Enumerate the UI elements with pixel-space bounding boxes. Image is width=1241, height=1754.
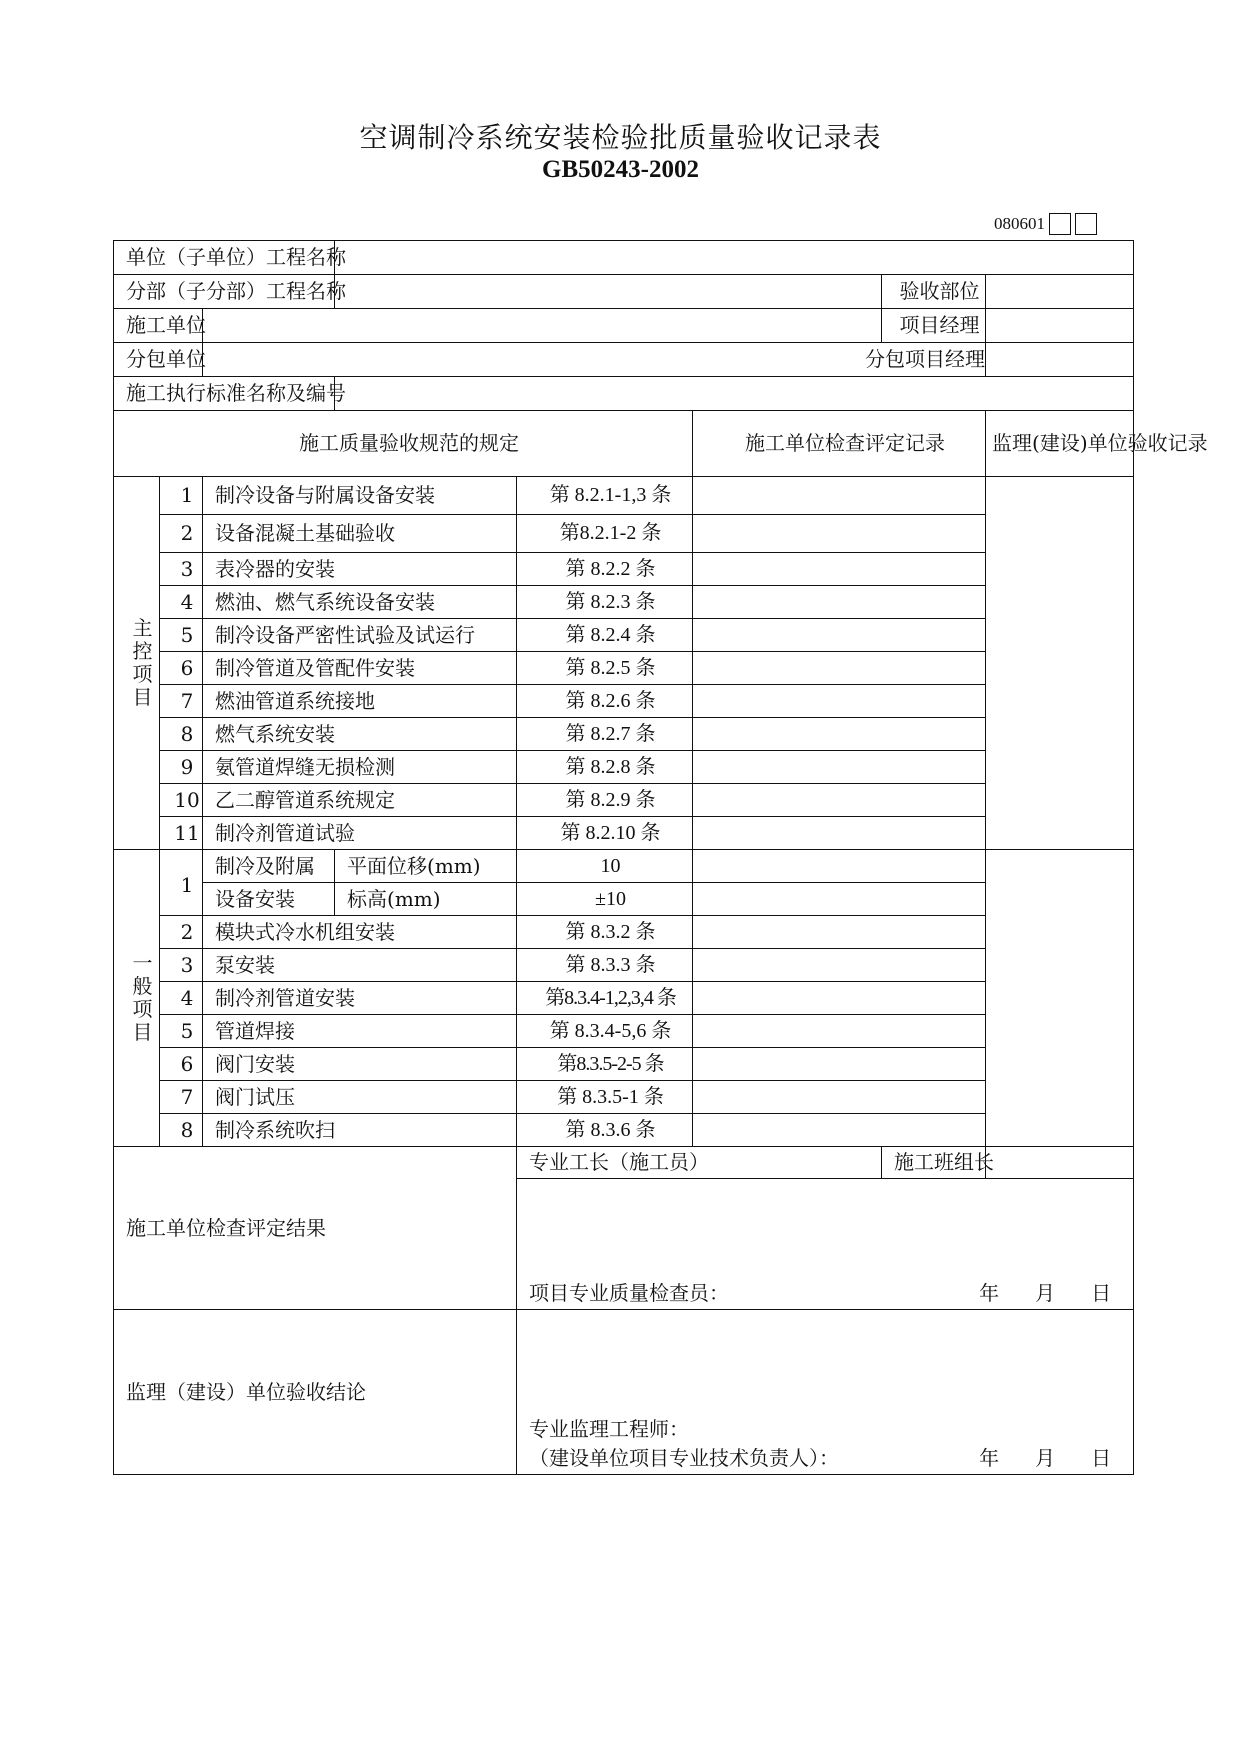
construction-check-cell[interactable] xyxy=(693,553,986,586)
general-row-6 xyxy=(114,1048,1134,1081)
item-clause: 第 8.2.8 条 xyxy=(517,751,693,784)
construction-check-cell[interactable] xyxy=(693,1048,986,1081)
supervision-result-row xyxy=(114,1310,1134,1475)
main-control-row-6 xyxy=(114,652,1134,685)
item-number: 4 xyxy=(160,982,203,1015)
main-control-row-2 xyxy=(114,515,1134,553)
standard-name-field[interactable] xyxy=(335,377,1134,411)
item-clause: 第8.2.1-2 条 xyxy=(517,515,693,553)
item-clause: 第 8.2.3 条 xyxy=(517,586,693,619)
item-number: 2 xyxy=(160,515,203,553)
construction-result-signature-area[interactable] xyxy=(517,1179,1134,1310)
construction-result-label: 施工单位检查评定结果 xyxy=(114,1147,517,1310)
item-clause: 第 8.3.3 条 xyxy=(517,949,693,982)
item-name: 燃油管道系统接地 xyxy=(203,685,517,718)
main-control-row-11 xyxy=(114,817,1134,850)
construction-check-cell[interactable] xyxy=(693,916,986,949)
item-number: 3 xyxy=(160,949,203,982)
header-row-unit-project xyxy=(114,241,1134,275)
item-name: 泵安装 xyxy=(203,949,517,982)
construction-check-cell[interactable] xyxy=(693,850,986,883)
sub-item-value: ±10 xyxy=(517,883,693,916)
unit-project-name-label: 单位（子单位）工程名称 xyxy=(114,241,335,275)
item-name: 制冷设备严密性试验及试运行 xyxy=(203,619,517,652)
item-name-line2: 设备安装 xyxy=(203,883,335,916)
item-clause: 第 8.2.10 条 xyxy=(517,817,693,850)
general-row-5 xyxy=(114,1015,1134,1048)
item-clause: 第 8.3.6 条 xyxy=(517,1114,693,1147)
item-clause: 第 8.2.2 条 xyxy=(517,553,693,586)
form-code: 080601 xyxy=(994,214,1045,233)
general-row-7 xyxy=(114,1081,1134,1114)
construction-check-cell[interactable] xyxy=(693,949,986,982)
form-code-box-2[interactable] xyxy=(1075,213,1097,235)
subcontract-manager-label: 分包项目经理 xyxy=(203,343,986,377)
item-clause: 第 8.2.5 条 xyxy=(517,652,693,685)
date-year: 年 xyxy=(979,1281,1000,1305)
column-header-row xyxy=(114,411,1134,477)
date-year: 年 xyxy=(979,1446,1000,1470)
general-row-4 xyxy=(114,982,1134,1015)
item-name: 制冷剂管道安装 xyxy=(203,982,517,1015)
item-number: 8 xyxy=(160,1114,203,1147)
sub-item-name: 标高(mm) xyxy=(335,883,517,916)
general-row-1a xyxy=(114,850,1134,883)
item-clause: 第 8.3.5-1 条 xyxy=(517,1081,693,1114)
item-name: 设备混凝土基础验收 xyxy=(203,515,517,553)
construction-check-cell[interactable] xyxy=(693,652,986,685)
header-row-division-project xyxy=(114,275,1134,309)
acceptance-location-label: 验收部位 xyxy=(882,275,986,309)
inspector-label: 项目专业质量检查员： xyxy=(529,1281,730,1305)
construction-check-cell[interactable] xyxy=(693,817,986,850)
construction-check-cell[interactable] xyxy=(693,883,986,916)
general-row-8 xyxy=(114,1114,1134,1147)
item-clause: 第8.3.5-2-5 条 xyxy=(517,1048,693,1081)
item-number: 6 xyxy=(160,1048,203,1081)
item-number: 2 xyxy=(160,916,203,949)
division-project-name-label: 分部（子分部）工程名称 xyxy=(114,275,335,309)
item-name: 阀门试压 xyxy=(203,1081,517,1114)
item-name: 制冷系统吹扫 xyxy=(203,1114,517,1147)
sub-item-value: 10 xyxy=(517,850,693,883)
construction-check-cell[interactable] xyxy=(693,477,986,515)
construction-check-column-header: 施工单位检查评定记录 xyxy=(693,411,986,477)
item-number: 1 xyxy=(160,477,203,515)
header-row-standard-name xyxy=(114,377,1134,411)
item-name: 燃油、燃气系统设备安装 xyxy=(203,586,517,619)
date-group xyxy=(979,1447,1133,1470)
construction-check-cell[interactable] xyxy=(693,685,986,718)
subcontract-unit-label: 分包单位 xyxy=(114,343,203,377)
construction-unit-field[interactable] xyxy=(203,309,882,343)
main-control-row-4 xyxy=(114,586,1134,619)
header-row-subcontract-unit xyxy=(114,343,1134,377)
item-name: 模块式冷水机组安装 xyxy=(203,916,517,949)
date-month: 月 xyxy=(1035,1281,1056,1305)
date-day: 日 xyxy=(1091,1446,1112,1470)
main-control-row-7 xyxy=(114,685,1134,718)
general-row-1b xyxy=(114,883,1134,916)
general-row-2 xyxy=(114,916,1134,949)
header-row-construction-unit xyxy=(114,309,1134,343)
date-month: 月 xyxy=(1035,1446,1056,1470)
item-number: 5 xyxy=(160,619,203,652)
main-control-label: 主控项目 xyxy=(114,477,160,850)
construction-check-cell[interactable] xyxy=(693,751,986,784)
construction-check-cell[interactable] xyxy=(693,784,986,817)
unit-project-name-field[interactable] xyxy=(335,241,1134,275)
item-name: 管道焊接 xyxy=(203,1015,517,1048)
division-project-name-field[interactable] xyxy=(335,275,882,309)
team-leader-field[interactable] xyxy=(986,1147,1134,1179)
foreman-label: 专业工长（施工员） xyxy=(517,1147,882,1179)
item-number: 7 xyxy=(160,685,203,718)
item-number: 8 xyxy=(160,718,203,751)
supervision-check-column-header: 监理(建设)单位验收记录 xyxy=(986,411,1134,477)
page-title: 空调制冷系统安装检验批质量验收记录表 xyxy=(359,121,882,154)
engineer-label: 专业监理工程师： xyxy=(529,1417,690,1441)
inspection-record-table xyxy=(113,240,1208,1475)
item-clause: 第 8.3.4-5,6 条 xyxy=(517,1015,693,1048)
construction-check-cell[interactable] xyxy=(693,1015,986,1048)
construction-check-cell[interactable] xyxy=(693,982,986,1015)
project-manager-field[interactable] xyxy=(986,309,1134,343)
item-number: 1 xyxy=(160,850,203,916)
item-clause: 第 8.2.7 条 xyxy=(517,718,693,751)
date-day: 日 xyxy=(1091,1281,1112,1305)
construction-result-row-1 xyxy=(114,1147,1134,1179)
owner-label: （建设单位项目专业技术负责人）： xyxy=(529,1446,840,1470)
construction-check-cell[interactable] xyxy=(693,619,986,652)
main-control-row-3 xyxy=(114,553,1134,586)
main-control-row-1 xyxy=(114,477,1134,515)
item-clause: 第 8.3.2 条 xyxy=(517,916,693,949)
date-group xyxy=(979,1282,1133,1305)
construction-unit-label: 施工单位 xyxy=(114,309,203,343)
item-number: 10 xyxy=(160,784,203,817)
team-leader-label: 施工班组长 xyxy=(882,1147,986,1179)
subcontract-manager-field[interactable] xyxy=(986,343,1134,377)
supervision-result-signature-area[interactable] xyxy=(517,1310,1134,1475)
item-name: 阀门安装 xyxy=(203,1048,517,1081)
main-control-row-8 xyxy=(114,718,1134,751)
item-clause: 第8.3.4-1,2,3,4 条 xyxy=(517,982,693,1015)
item-name: 表冷器的安装 xyxy=(203,553,517,586)
construction-check-cell[interactable] xyxy=(693,1081,986,1114)
item-clause: 第 8.2.6 条 xyxy=(517,685,693,718)
item-name: 制冷剂管道试验 xyxy=(203,817,517,850)
construction-check-cell[interactable] xyxy=(693,718,986,751)
item-number: 4 xyxy=(160,586,203,619)
spec-column-header: 施工质量验收规范的规定 xyxy=(114,411,693,477)
supervision-result-label: 监理（建设）单位验收结论 xyxy=(114,1310,517,1475)
project-manager-label: 项目经理 xyxy=(882,309,986,343)
item-name: 制冷管道及管配件安装 xyxy=(203,652,517,685)
main-control-row-5 xyxy=(114,619,1134,652)
item-number: 7 xyxy=(160,1081,203,1114)
item-name: 制冷设备与附属设备安装 xyxy=(203,477,517,515)
item-name: 氨管道焊缝无损检测 xyxy=(203,751,517,784)
construction-check-cell[interactable] xyxy=(693,586,986,619)
supervision-check-cell-main[interactable] xyxy=(986,477,1134,850)
general-row-3 xyxy=(114,949,1134,982)
item-number: 9 xyxy=(160,751,203,784)
item-number: 11 xyxy=(160,817,203,850)
item-clause: 第 8.2.1-1,3 条 xyxy=(517,477,693,515)
standard-code: GB50243-2002 xyxy=(542,156,699,183)
form-code-box-1[interactable] xyxy=(1049,213,1071,235)
item-name-line1: 制冷及附属 xyxy=(203,850,335,883)
item-number: 5 xyxy=(160,1015,203,1048)
item-clause: 第 8.2.4 条 xyxy=(517,619,693,652)
item-name: 燃气系统安装 xyxy=(203,718,517,751)
standard-name-label: 施工执行标准名称及编号 xyxy=(114,377,335,411)
main-control-row-9 xyxy=(114,751,1134,784)
item-number: 3 xyxy=(160,553,203,586)
main-control-row-10 xyxy=(114,784,1134,817)
general-label: 一般项目 xyxy=(114,850,160,1147)
form-code-row xyxy=(994,211,1097,237)
acceptance-location-field[interactable] xyxy=(986,275,1134,309)
supervision-check-cell-general[interactable] xyxy=(986,850,1134,1147)
sub-item-name: 平面位移(mm) xyxy=(335,850,517,883)
construction-check-cell[interactable] xyxy=(693,515,986,553)
construction-check-cell[interactable] xyxy=(693,1114,986,1147)
item-name: 乙二醇管道系统规定 xyxy=(203,784,517,817)
item-clause: 第 8.2.9 条 xyxy=(517,784,693,817)
item-number: 6 xyxy=(160,652,203,685)
